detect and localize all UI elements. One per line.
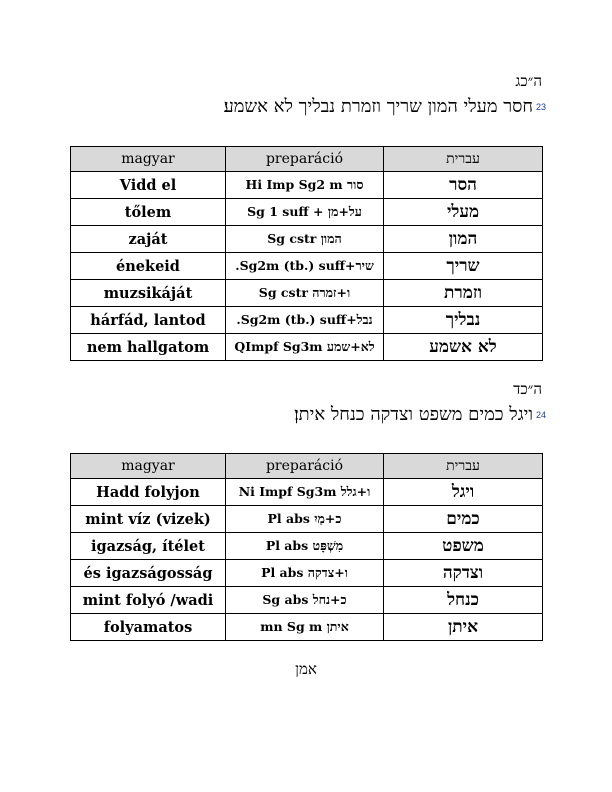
preparacio-cell: איתן mn Sg m [226, 614, 384, 641]
verse-number: 23 [535, 102, 546, 112]
preparacio-cell: ו+זמרה Sg cstr [226, 280, 384, 307]
table-row [71, 226, 543, 253]
table-header-row [71, 147, 543, 172]
hebrew-cell: מעלי [384, 199, 543, 226]
magyar-cell: hárfád, lantod [71, 307, 226, 334]
table-row [71, 172, 543, 199]
table-row [71, 199, 543, 226]
header-preparacio: preparáció [226, 147, 384, 172]
hebrew-cell: כנחל [384, 587, 543, 614]
verse-23 [70, 96, 546, 117]
verse-number: 24 [535, 410, 546, 420]
magyar-cell: mint folyó /wadi [71, 587, 226, 614]
table-row [71, 506, 543, 533]
preparacio-cell: כ+נחל Sg abs [226, 587, 384, 614]
section-2-heading: ה״כד [513, 380, 542, 398]
magyar-cell: Hadd folyjon [71, 479, 226, 506]
hebrew-cell: המון [384, 226, 543, 253]
hebrew-cell: איתן [384, 614, 543, 641]
hebrew-cell: וזמרת [384, 280, 543, 307]
magyar-cell: nem hallgatom [71, 334, 226, 361]
preparacio-cell: נבל+Sg2m (tb.) suff. [226, 307, 384, 334]
preparacio-cell: ו+גלל Ni Impf Sg3m [226, 479, 384, 506]
hebrew-cell: ויגל [384, 479, 543, 506]
hebrew-cell: וצדקה [384, 560, 543, 587]
preparacio-cell: כ+מַיִ Pl abs [226, 506, 384, 533]
vocab-table-2 [70, 453, 543, 641]
preparacio-cell: המון Sg cstr [226, 226, 384, 253]
table-header-row [71, 454, 543, 479]
magyar-cell: igazság, ítélet [71, 533, 226, 560]
table-row [71, 533, 543, 560]
section-1-heading: ה״כג [515, 72, 542, 90]
preparacio-cell: ו+צדקה Pl abs [226, 560, 384, 587]
hebrew-cell: לא אשמע [384, 334, 543, 361]
magyar-cell: és igazságosság [71, 560, 226, 587]
magyar-cell: tőlem [71, 199, 226, 226]
preparacio-cell: שיר+Sg2m (tb.) suff. [226, 253, 384, 280]
hebrew-cell: משפט [384, 533, 543, 560]
amen-text: אמן [295, 660, 317, 678]
hebrew-cell: הסר [384, 172, 543, 199]
verse-24 [70, 404, 546, 425]
header-ivrit: עברית [384, 147, 543, 172]
vocab-table-1 [70, 146, 543, 361]
preparacio-cell: מִשְׁפָּט Pl abs [226, 533, 384, 560]
magyar-cell: mint víz (vizek) [71, 506, 226, 533]
table-row [71, 253, 543, 280]
header-ivrit: עברית [384, 454, 543, 479]
hebrew-cell: כמים [384, 506, 543, 533]
table-row [71, 334, 543, 361]
preparacio-cell: סור Hi Imp Sg2 m [226, 172, 384, 199]
hebrew-cell: נבליך [384, 307, 543, 334]
preparacio-cell: לא+שמע QImpf Sg3m [226, 334, 384, 361]
verse-text: ויגל כמים משפט וצדקה כנחל איתן׃ [294, 404, 533, 425]
header-magyar: magyar [71, 454, 226, 479]
header-preparacio: preparáció [226, 454, 384, 479]
table-row [71, 587, 543, 614]
magyar-cell: énekeid [71, 253, 226, 280]
magyar-cell: Vidd el [71, 172, 226, 199]
table-row [71, 280, 543, 307]
magyar-cell: zaját [71, 226, 226, 253]
magyar-cell: muzsikáját [71, 280, 226, 307]
hebrew-cell: שריך [384, 253, 543, 280]
table-row [71, 614, 543, 641]
table-row [71, 307, 543, 334]
magyar-cell: folyamatos [71, 614, 226, 641]
verse-text: חסר מעלי המון שריך וזמרת נבליך לא אשמע׃ [223, 96, 533, 117]
preparacio-cell: על+מן + Sg 1 suff [226, 199, 384, 226]
header-magyar: magyar [71, 147, 226, 172]
table-row [71, 560, 543, 587]
table-row [71, 479, 543, 506]
